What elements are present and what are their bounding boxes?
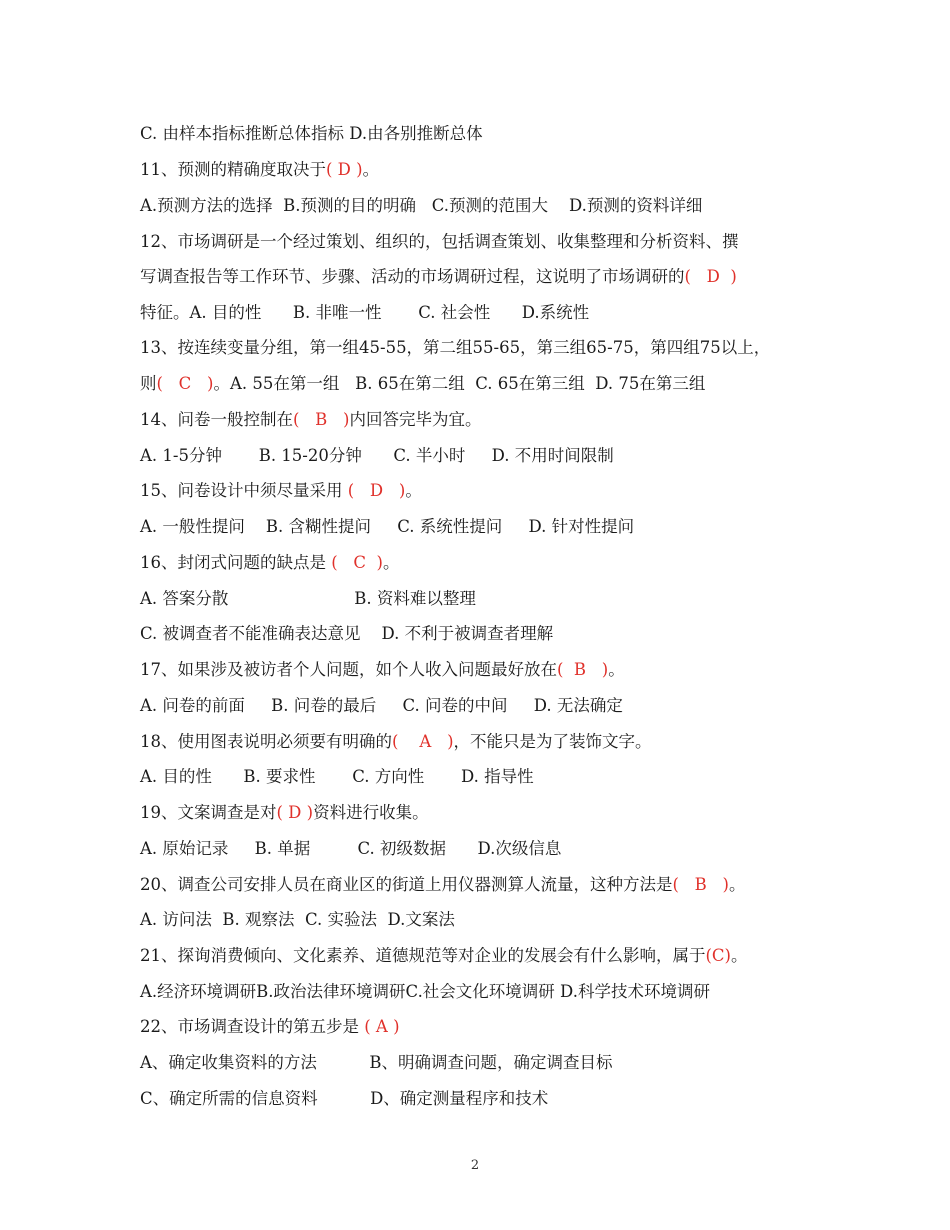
question-16: 16、封闭式问题的缺点是 ( C )。 [140, 553, 400, 572]
options-15: A. 一般性提问 B. 含糊性提问 C. 系统性提问 D. 针对性提问 [140, 517, 635, 536]
question-15: 15、问卷设计中须尽量采用 ( D )。 [140, 481, 422, 500]
question-12-cont: 写调查报告等工作环节、步骤、活动的市场调研过程，这说明了市场调研的( D ) [140, 267, 737, 286]
options-16-cd: C. 被调查者不能准确表达意见 D. 不利于被调查者理解 [140, 624, 554, 643]
options-19: A. 原始记录 B. 单据 C. 初级数据 D.次级信息 [140, 839, 562, 858]
answer-mark: ( D ) [347, 481, 406, 500]
options-20: A. 访问法 B. 观察法 C. 实验法 D.文案法 [140, 910, 455, 929]
question-21: 21、探询消费倾向、文化素养、道德规范等对企业的发展会有什么影响，属于(C)。 [140, 946, 748, 965]
options-21: A.经济环境调研B.政治法律环境调研C.社会文化环境调研 D.科学技术环境调研 [140, 982, 710, 1001]
options-14: A. 1-5分钟 B. 15-20分钟 C. 半小时 D. 不用时间限制 [140, 446, 614, 465]
question-19: 19、文案调查是对( D )资料进行收集。 [140, 803, 429, 822]
page-number: 2 [470, 1158, 480, 1173]
question-17: 17、如果涉及被访者个人问题，如个人收入问题最好放在( B )。 [140, 660, 625, 679]
options-22-ab: A、确定收集资料的方法 B、明确调查问题，确定调查目标 [140, 1053, 613, 1072]
answer-mark: ( C ) [331, 553, 383, 572]
answer-mark: ( C ) [156, 374, 214, 393]
question-20: 20、调查公司安排人员在商业区的街道上用仪器测算人流量，这种方法是( B )。 [140, 875, 746, 894]
answer-mark: (C) [705, 946, 731, 965]
options-18: A. 目的性 B. 要求性 C. 方向性 D. 指导性 [140, 767, 534, 786]
options-22-cd: C、确定所需的信息资料 D、确定测量程序和技术 [140, 1089, 549, 1108]
question-22: 22、市场调查设计的第五步是 ( A ) [140, 1017, 400, 1036]
options-17: A. 问卷的前面 B. 问卷的最后 C. 问卷的中间 D. 无法确定 [140, 696, 623, 715]
question-13: 13、按连续变量分组，第一组45-55，第二组55-65，第三组65-75，第四组75以上， [140, 338, 771, 357]
answer-mark: ( A ) [392, 732, 454, 751]
answer-mark: ( B ) [672, 875, 729, 894]
answer-mark: ( A ) [364, 1017, 400, 1036]
question-18: 18、使用图表说明必须要有明确的( A )，不能只是为了装饰文字。 [140, 732, 652, 751]
options-16-ab: A. 答案分散 B. 资料难以整理 [140, 589, 476, 608]
question-12: 12、市场调研是一个经过策划、组织的，包括调查策划、收集整理和分析资料、撰 [140, 232, 739, 251]
question-11: 11、预测的精确度取决于( D )。 [140, 160, 380, 179]
question-13-cont: 则( C )。A. 55在第一组 B. 65在第二组 C. 65在第三组 D. 75在第三组 [140, 374, 706, 393]
options-11: A.预测方法的选择 B.预测的目的明确 C.预测的范围大 D.预测的资料详细 [140, 196, 703, 215]
answer-mark: ( D ) [684, 267, 737, 286]
answer-mark: ( B ) [293, 410, 350, 429]
answer-mark: ( D ) [276, 803, 314, 822]
answer-mark: ( B ) [557, 660, 609, 679]
text-line: C. 由样本指标推断总体指标 D.由各别推断总体 [140, 124, 483, 143]
question-14: 14、问卷一般控制在( B )内回答完毕为宜。 [140, 410, 482, 429]
options-12: 特征。A. 目的性 B. 非唯一性 C. 社会性 D.系统性 [140, 303, 590, 322]
answer-mark: ( D ) [326, 160, 363, 179]
